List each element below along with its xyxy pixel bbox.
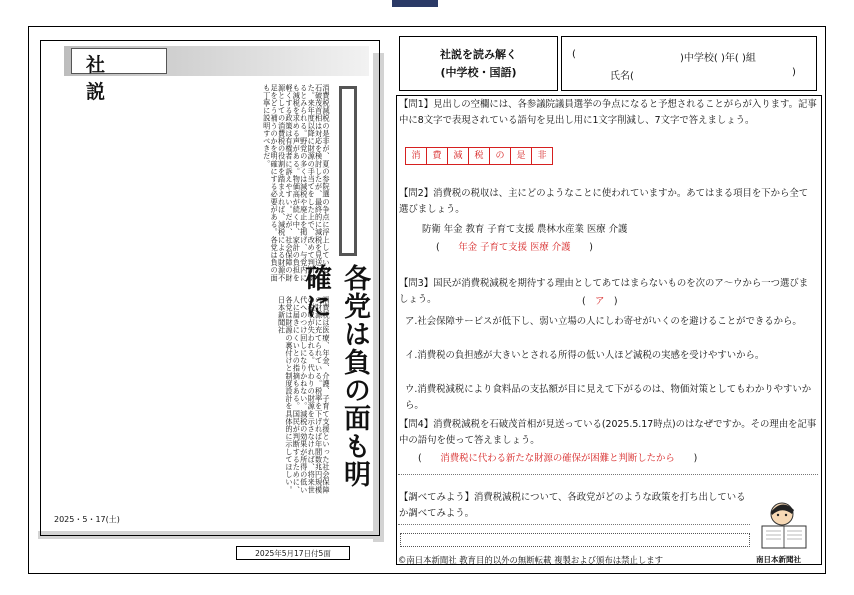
- q1-answer-cell: 非: [537, 151, 547, 161]
- mascot-reading-icon: [754, 498, 818, 552]
- publisher-logo: 南日本新聞社: [756, 555, 801, 564]
- editorial-body: [44, 84, 330, 504]
- question-3: 【問3】国民が消費税減税を期待する理由としてあてはまらないものを次のア〜ウから一つ選びましょう。: [399, 278, 809, 305]
- q5-answer-line: [398, 524, 750, 525]
- q1-answer-cell: の: [490, 148, 511, 164]
- worksheet-title: [399, 36, 558, 91]
- q4-answer: 消費税に代わる新たな財源の確保が困難と判断したから: [440, 453, 675, 464]
- question-2: 【問2】消費税の税収は、主にどのようなことに使われていますか。あてはまる項目を下から全て選びましょう。: [399, 188, 809, 215]
- worksheet-title-line2: (中学校・国語): [440, 66, 517, 79]
- q2-answer-row: ( 年金 子育て支援 医療 介護 ): [436, 242, 593, 253]
- name-close-paren: ): [792, 67, 796, 78]
- q3-answer: ア: [595, 296, 605, 307]
- q2-options: 防衛 年金 教育 子育て支援 農林水産業 医療 介護: [422, 224, 628, 235]
- editorial-column-1: 消費税減税の是非が、夏の参院選の争点に浮上している。石破茂首相は対応を検討したが、最終的に減税を見送った。来年度以降に財源の手当てをした上で、改めて判断するとみられる。野党の多くは減税や廃止を掲げ、与党内にも減税を求める声がある。物価高が続く中、家計の負担を軽くする政策は有権者に訴えやすい。だが、社会保障の財源としての消費税の役割を踏まえれば、減税による財源不足をどう補うのかを明確にする必要がある。各党は負の面も丁寧に説明すべきだ。: [262, 84, 331, 282]
- top-tab-mark: [392, 0, 438, 7]
- student-info-box: [561, 36, 817, 91]
- section-label-box: [71, 48, 167, 103]
- school-class-label: )中学校( )年( )組: [680, 53, 756, 64]
- q2-answer: 年金 子育て支援 医療 介護: [458, 242, 571, 253]
- editorial-date: 2025・5・17(土): [54, 515, 120, 524]
- q1-answer-cell: 税: [469, 148, 490, 164]
- q4-answer-line: [398, 474, 818, 475]
- q3-option-a: ア.社会保障サービスが低下し、弱い立場の人にしわ寄せがいくのを避けることができるから。: [405, 316, 802, 327]
- q1-answer-grid: [405, 147, 553, 165]
- question-4: 【問4】消費税減税を石破茂首相が見送っている(2025.5.17時点)のはなぜですか。その理由を記事中の語句を使って答えましょう。: [399, 419, 817, 446]
- editorial-column-2: 消費税は医療、年金、介護、子育て支援といった社会保障の財源に充てられている。税率を下げれば年間数兆円規模の税収が失われる。代わりの財源を示さなければ、将来世代へのつけ回しになりかねない。減税の効果が所得の低い人に届きにくいとの指摘もある。国民が判断するために、各党は財源の裏付けと制度設計を具体的に示してほしい。日本新聞社: [277, 296, 331, 494]
- q1-answer-cell: 消: [406, 148, 427, 164]
- q1-answer-cell: 費: [427, 148, 448, 164]
- publication-note: 2025年5月17日付5面: [236, 546, 350, 560]
- question-5: 【調べてみよう】消費税減税について、各政党がどのような政策を打ち出しているか調べてみよう。: [399, 492, 746, 519]
- name-label: 氏名(: [610, 71, 634, 82]
- q5-answer-box[interactable]: [400, 533, 750, 547]
- headline-blank-box: [339, 86, 357, 256]
- section-label: 社 説: [86, 54, 128, 103]
- q1-answer-cell: 減: [448, 148, 469, 164]
- school-open-paren: (: [572, 49, 576, 60]
- q3-option-i: イ.消費税の負担感が大きいとされる所得の低い人ほど減税の実感を受けやすいから。: [405, 350, 765, 361]
- editorial-headline: 各党は負の面も明確に: [300, 264, 370, 488]
- q3-option-u: ウ.消費税減税により食料品の支払額が目に見えて下がるのは、物価対策としてもわかりやすいから。: [405, 384, 812, 411]
- q4-answer-row: ( 消費税に代わる新たな財源の確保が困難と判断したから ): [418, 453, 698, 464]
- q1-answer-cell: 是: [511, 148, 532, 164]
- question-1: 【問1】見出しの空欄には、各参議院議員選挙の争点になると予想されることがらが入ります。記事中に8文字で表現されている語句を見出し用に1文字削減し、7文字で答えましょう。: [399, 99, 817, 126]
- copyright-footer: ©南日本新聞社 教育目的以外の無断転載 複製および頒布は禁止します: [398, 555, 663, 565]
- q3-answer-row: ( ア ): [582, 296, 618, 307]
- worksheet-title-line1: 社説を読み解く: [440, 48, 517, 61]
